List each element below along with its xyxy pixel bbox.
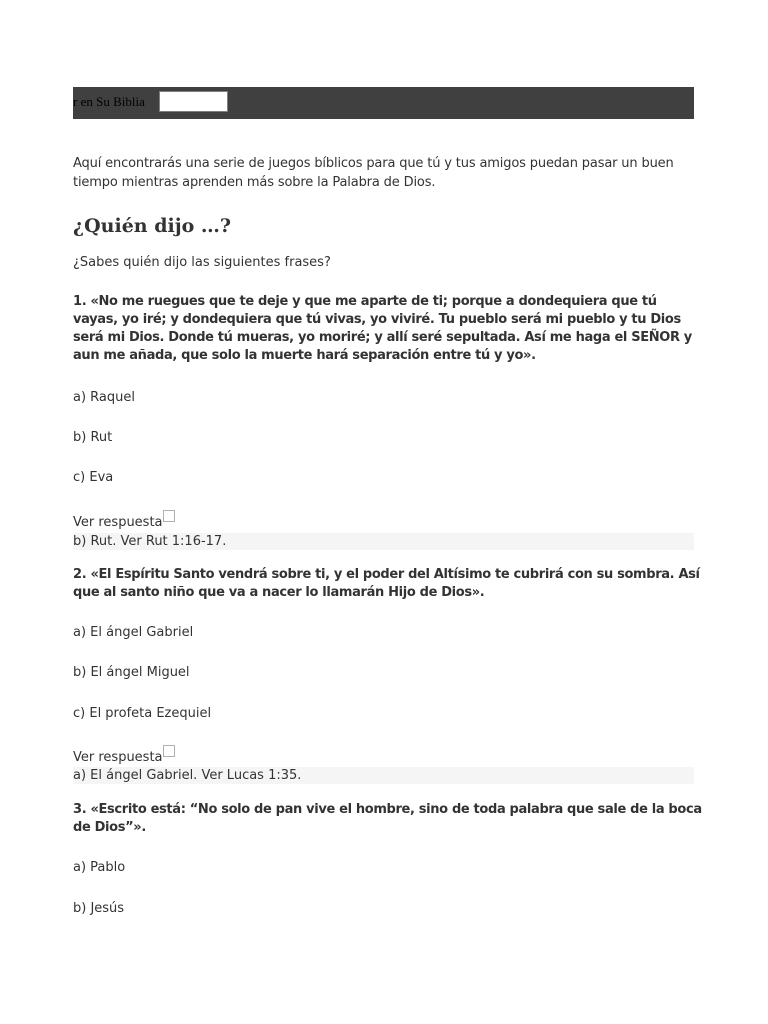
- banner-input[interactable]: [159, 91, 228, 112]
- reveal-checkbox[interactable]: [163, 745, 175, 757]
- question-2-reveal[interactable]: [73, 750, 175, 766]
- reveal-label: Ver respuesta: [73, 750, 163, 765]
- reveal-checkbox[interactable]: [163, 510, 175, 522]
- page-title: ¿Quién dijo …?: [73, 215, 232, 237]
- question-2-option-b: b) El ángel Miguel: [73, 665, 190, 680]
- banner-text: r en Su Biblia: [73, 94, 145, 109]
- question-3-option-a: a) Pablo: [73, 860, 126, 875]
- question-2-text: 2. «El Espíritu Santo vendrá sobre ti, y el poder del Altísimo te cubrirá con su sombra. Así que al santo niño que va a nacer lo llamarán Hijo de Dios».: [73, 567, 700, 600]
- question-1-text: 1. «No me ruegues que te deje y que me aparte de ti; porque a dondequiera que tú vayas, yo iré; y dondequiera que tú vivas, yo viviré. Tu pueblo será mi pueblo y tu Dios será mi Dios. Donde tú mueras, yo moriré; y allí seré sepultada. Así me haga el SEÑOR y aun me añada, que solo la muerte hará separación entre tú y yo».: [73, 294, 692, 363]
- question-1-reveal[interactable]: [73, 515, 175, 531]
- question-3-text: 3. «Escrito está: “No solo de pan vive el hombre, sino de toda palabra que sale de la boca de Dios”».: [73, 802, 702, 835]
- reveal-label: Ver respuesta: [73, 515, 163, 530]
- intro-paragraph: Aquí encontrarás una serie de juegos bíblicos para que tú y tus amigos puedan pasar un buen tiempo mientras aprenden más sobre la Palabra de Dios.: [73, 156, 674, 190]
- question-2-option-c: c) El profeta Ezequiel: [73, 706, 212, 721]
- question-2-option-a: a) El ángel Gabriel: [73, 625, 194, 640]
- question-3-option-b: b) Jesús: [73, 901, 125, 916]
- top-banner: [73, 87, 694, 119]
- subtitle: ¿Sabes quién dijo las siguientes frases?: [73, 255, 331, 270]
- question-2-answer: a) El ángel Gabriel. Ver Lucas 1:35.: [73, 767, 694, 784]
- question-1-option-b: b) Rut: [73, 430, 113, 445]
- question-1-option-c: c) Eva: [73, 470, 114, 485]
- question-1-option-a: a) Raquel: [73, 390, 135, 405]
- question-1-answer: b) Rut. Ver Rut 1:16-17.: [73, 533, 694, 550]
